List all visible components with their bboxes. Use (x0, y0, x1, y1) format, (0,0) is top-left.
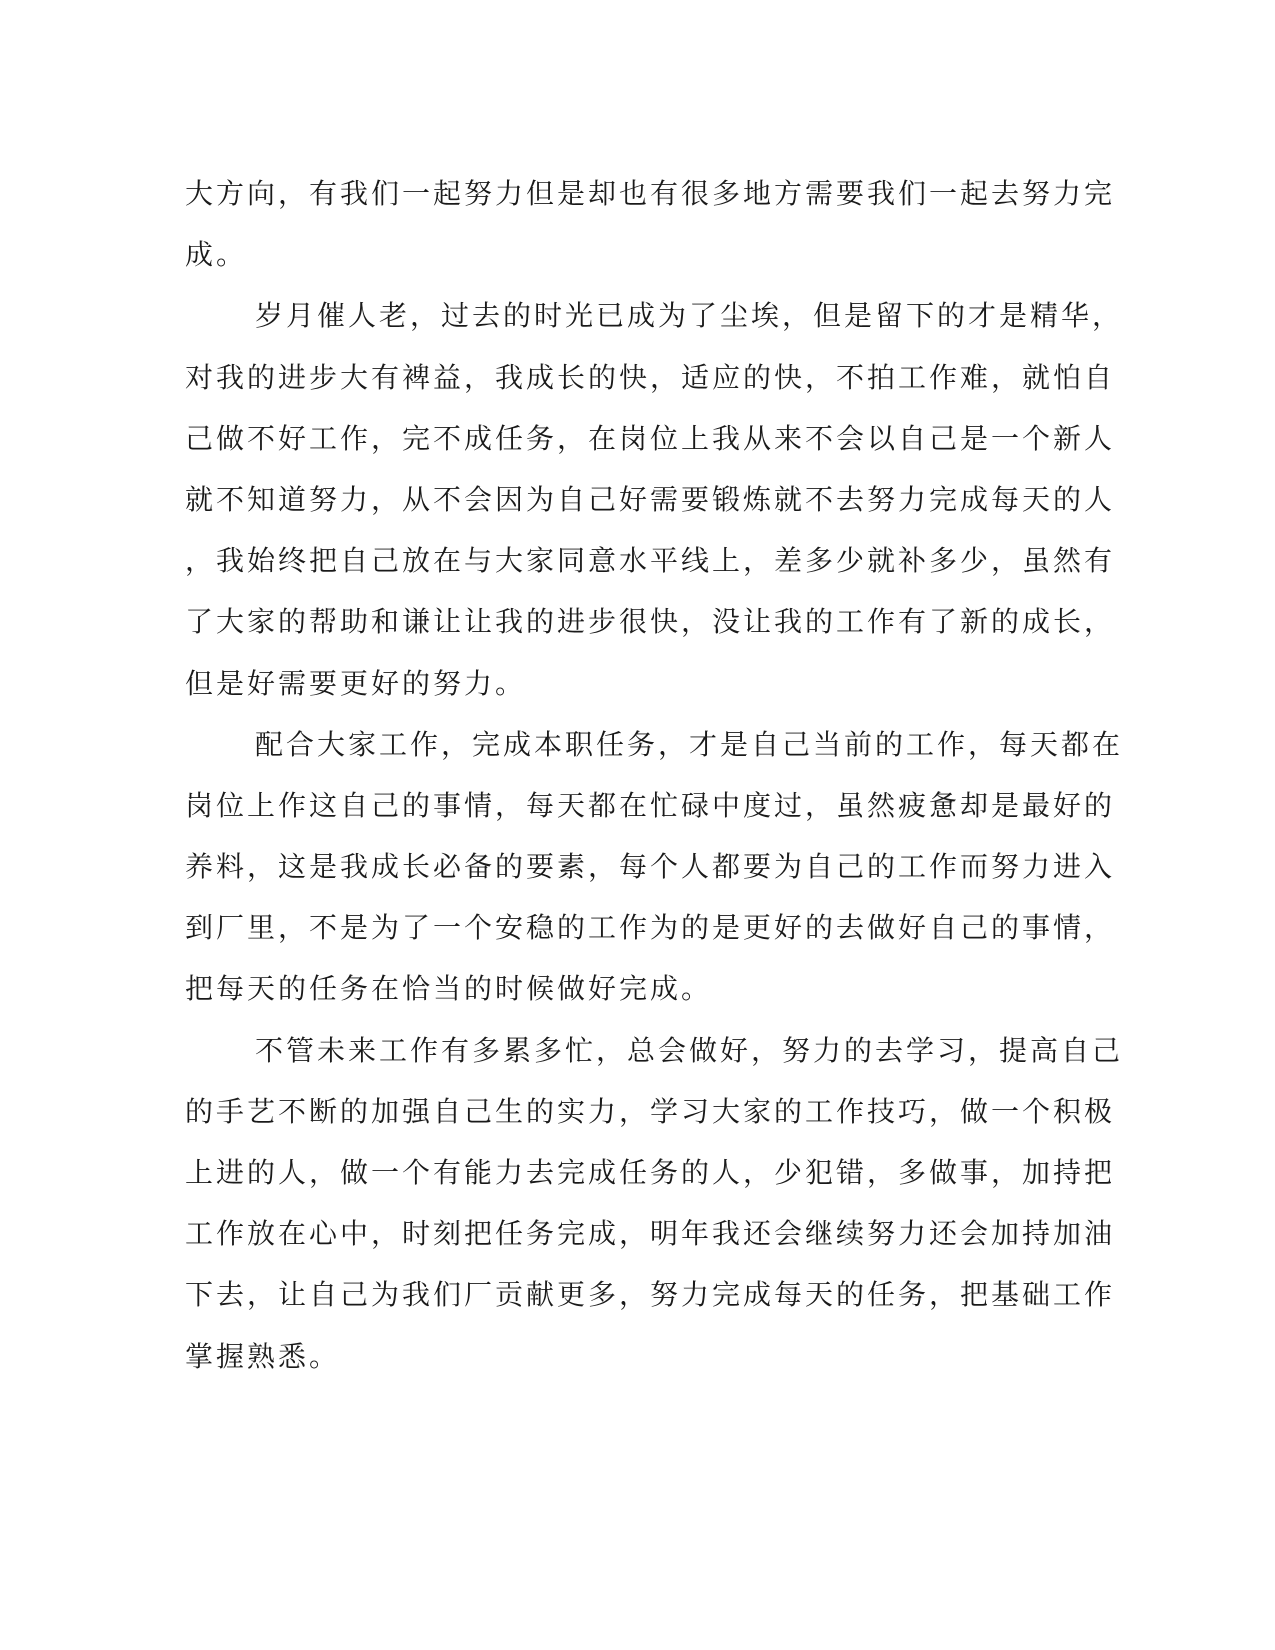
paragraph-2 (185, 285, 1124, 713)
text-line: 把每天的任务在恰当的时候做好完成。 (185, 972, 713, 1006)
text-line: 养料，这是我成长必备的要素，每个人都要为自己的工作而努力进入 (185, 850, 1116, 884)
text-line: 了大家的帮助和谦让让我的进步很快，没让我的工作有了新的成长， (185, 605, 1116, 639)
text-line: ，我始终把自己放在与大家同意水平线上，差多少就补多少，虽然有 (185, 544, 1116, 578)
text-line: 己做不好工作，完不成任务，在岗位上我从来不会以自己是一个新人 (185, 421, 1116, 455)
text-line: 掌握熟悉。 (185, 1339, 341, 1373)
text-line: 不管未来工作有多累多忙，总会做好，努力的去学习，提高自己 (255, 1033, 1124, 1067)
text-line: 大方向，有我们一起努力但是却也有很多地方需要我们一起去努力完 (185, 177, 1116, 210)
text-line: 岗位上作这自己的事情，每天都在忙碌中度过，虽然疲惫却是最好的 (185, 788, 1116, 822)
text-line: 对我的进步大有裨益，我成长的快，适应的快，不拍工作难，就怕自 (185, 360, 1116, 394)
text-line: 的手艺不断的加强自己生的实力，学习大家的工作技巧，做一个积极 (185, 1094, 1116, 1128)
text-line: 但是好需要更好的努力。 (185, 666, 527, 700)
text-line: 下去，让自己为我们厂贡献更多，努力完成每天的任务，把基础工作 (185, 1278, 1116, 1312)
text-line: 上进的人，做一个有能力去完成任务的人，少犯错，多做事，加持把 (185, 1156, 1116, 1189)
paragraph-3 (185, 714, 1124, 1020)
text-line: 岁月催人老，过去的时光已成为了尘埃，但是留下的才是精华， (255, 299, 1124, 333)
document-body (185, 163, 1124, 1387)
paragraph-4 (185, 1020, 1124, 1387)
text-line: 就不知道努力，从不会因为自己好需要锻炼就不去努力完成每天的人 (185, 482, 1116, 516)
text-line: 配合大家工作，完成本职任务，才是自己当前的工作，每天都在 (255, 727, 1124, 761)
paragraph-1 (185, 163, 1116, 285)
text-line: 到厂里，不是为了一个安稳的工作为的是更好的去做好自己的事情， (185, 911, 1116, 945)
text-line: 成。 (185, 238, 248, 272)
text-line: 工作放在心中，时刻把任务完成，明年我还会继续努力还会加持加油 (185, 1217, 1116, 1251)
